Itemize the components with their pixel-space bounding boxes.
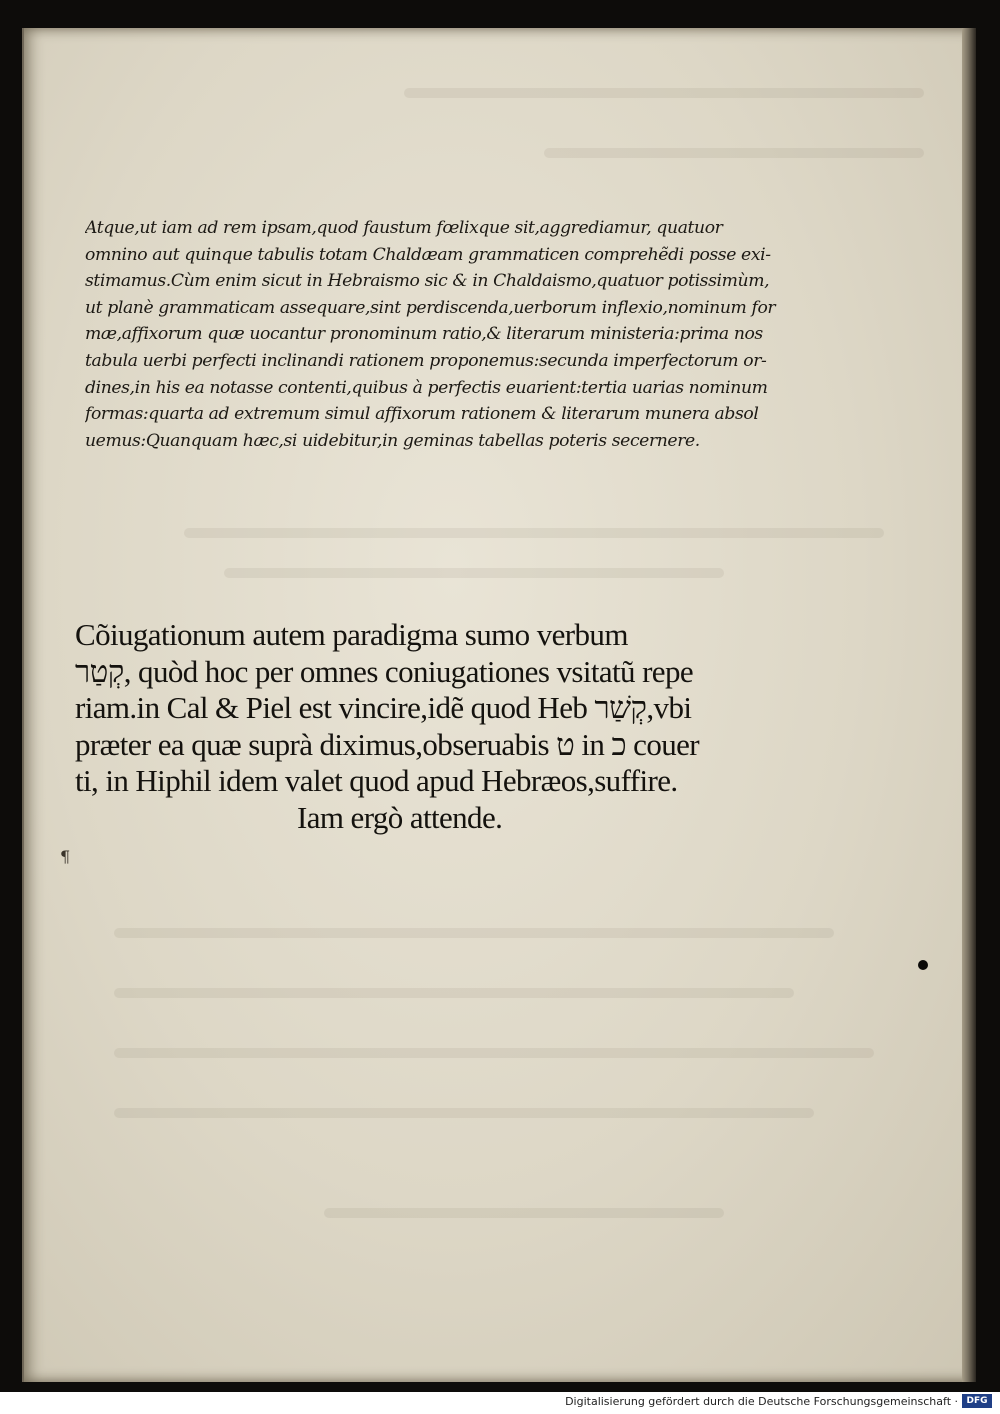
italic-paragraph [85,215,865,454]
footer-bar [0,1392,1000,1414]
roman-line: קְטַר, quòd hoc per omnes coniugationes vsitatũ repe [75,653,694,689]
dfg-logo: DFG [962,1394,992,1408]
italic-line: dines,in his ea notasse contenti,quibus à perfectis euarient:tertia uarias nominum [85,377,768,398]
roman-line: prӕter ea quӕ suprà diximus,obseruabis ט in כ couer [75,726,700,762]
italic-line: ut planè grammaticam assequare,sint perdiscenda,uerborum inflexio,nominum for [85,297,776,318]
roman-line: ti, in Hiphil idem valet quod apud Hebræos,suffire. [75,763,678,798]
roman-paragraph [75,617,835,836]
italic-line: formas:quarta ad extremum simul affixorum rationem & literarum munera absol [85,404,759,425]
roman-line: Cõiugationum autem paradigma sumo verbum [75,617,628,652]
italic-line: uemus:Quanquam hæc,si uidebitur,in geminas tabellas poteris secernere. [85,430,700,451]
pilcrow-mark: ¶ [60,847,71,866]
italic-line: mæ,affixorum quæ uocantur pronominum ratio,& literarum ministeria:prima nos [85,324,763,345]
page-edge-shadow [962,28,976,1382]
roman-line: riam.in Cal & Piel est vincire,idẽ quod Heb קְשַׁר,vbi [75,690,692,725]
roman-closing-line: Iam ergò attende. [297,799,503,835]
italic-line: omnino aut quinque tabulis totam Chaldæam grammaticen comprehẽdi posse exi- [85,244,771,265]
italic-line: stimamus.Cùm enim sicut in Hebraismo sic & in Chaldaismo,quatuor potissimùm, [85,271,770,292]
ink-spot [918,960,928,970]
italic-line: tabula uerbi perfecti inclinandi rationem proponemus:secunda imperfectorum or- [85,350,767,371]
funding-note: Digitalisierung gefördert durch die Deutsche Forschungsgemeinschaft · [565,1395,958,1408]
italic-line: Atque,ut iam ad rem ipsam,quod faustum fœlixque sit,aggrediamur, quatuor [85,218,723,238]
